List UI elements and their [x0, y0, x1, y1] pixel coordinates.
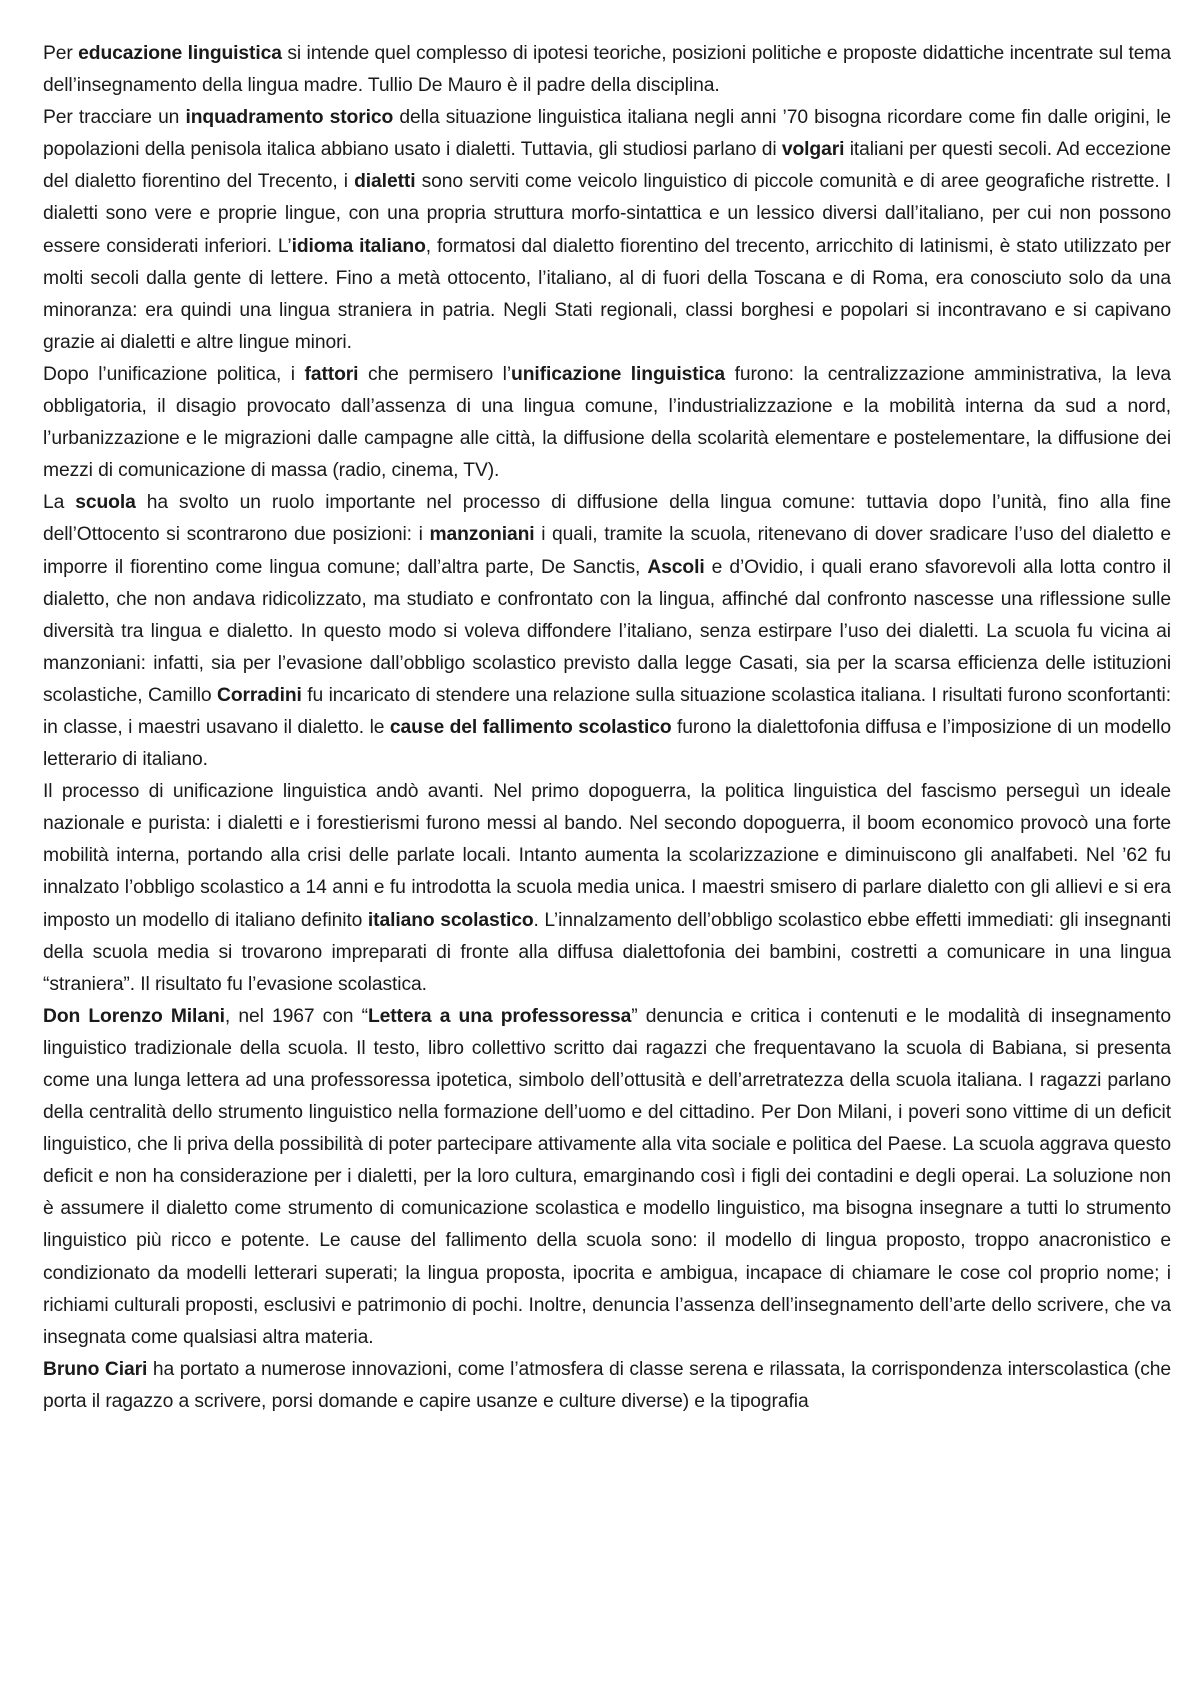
- bold-text-run: Bruno Ciari: [43, 1358, 148, 1380]
- text-run: . L’innalzamento dell’obbligo scolastico ebbe effetti immediati: gli insegnanti della scuola media si trovarono impreparati di fronte alla diffusa dialettofonia dei bambini, costretti a comunicare in una lingua “straniera”. Il risultato fu l’evasione scolastica.: [43, 909, 1171, 995]
- paragraph-scuola: [43, 487, 1171, 776]
- paragraph-processo-unificazione: [43, 776, 1171, 1001]
- text-run: sono serviti come veicolo linguistico di piccole comunità e di aree geografiche ristrette. I dialetti sono vere e proprie lingue, con una propria struttura morfo-sintattica e un lessico diversi dall’italiano, per cui non possono essere considerati inferiori. L’: [43, 171, 1171, 257]
- text-run: fu incaricato di stendere una relazione sulla situazione scolastica italiana. I risultati furono sconfortanti: in classe, i maestri usavano il dialetto. le: [43, 684, 1171, 738]
- paragraph-don-milani: [43, 1001, 1171, 1354]
- text-run: furono: la centralizzazione amministrativa, la leva obbligatoria, il disagio provocato dall’assenza di una lingua comune, l’industrializzazione e la mobilità interna da sud a nord, l’urbanizzazione e le migrazioni dalle campagne alle città, la diffusione della scolarità elementare e postelementare, la diffusione dei mezzi di comunicazione di massa (radio, cinema, TV).: [43, 363, 1171, 482]
- bold-text-run: educazione linguistica: [78, 43, 282, 64]
- paragraph-unificazione-linguistica: [43, 359, 1171, 487]
- bold-text-run: italiano scolastico: [367, 909, 534, 931]
- text-run: La: [43, 492, 76, 514]
- text-run: che permisero l’: [358, 363, 512, 385]
- bold-text-run: volgari: [781, 139, 845, 161]
- text-run: si intende quel complesso di ipotesi teoriche, posizioni politiche e proposte didattiche incentrate sul tema dell’insegnamento della lingua madre. Tullio De Mauro è il padre della disciplina.: [43, 43, 1171, 97]
- bold-text-run: manzoniani: [429, 524, 535, 546]
- text-run: Per tracciare un: [43, 107, 186, 129]
- text-run: italiani per questi secoli. Ad eccezione del dialetto fiorentino del Trecento, i: [43, 139, 1171, 193]
- bold-text-run: Lettera a una professoressa: [367, 1005, 632, 1027]
- bold-text-run: dialetti: [354, 171, 416, 193]
- bold-text-run: idioma italiano: [291, 235, 426, 257]
- text-run: ” denuncia e critica i contenuti e le modalità di insegnamento linguistico tradizionale della scuola. Il testo, libro collettivo scritto dai ragazzi che frequentavano la scuola di Babiana, si presenta come una lunga lettera ad una professoressa ipotetica, simbolo dell’ottusità e dell’arretratezza della scuola italiana. I ragazzi parlano della centralità dello strumento linguistico nella formazione dell’uomo e del cittadino. Per Don Milani, i poveri sono vittime di un deficit linguistico, che li priva della possibilità di poter partecipare attivamente alla vita sociale e politica del Paese. La scuola aggrava questo deficit e non ha considerazione per i dialetti, per la loro cultura, emarginando così i figli dei contadini e degli operai. La soluzione non è assumere il dialetto come strumento di comunicazione scolastica e modello linguistico, ma bisogna insegnare a tutti lo strumento linguistico più ricco e potente. Le cause del fallimento della scuola sono: il modello di lingua proposto, troppo anacronistico e condizionato da modelli letterari superati; la lingua proposta, ipocrita e ambigua, incapace di chiamare le cose col proprio nome; i richiami culturali proposti, esclusivi e patrimonio di pochi. Inoltre, denuncia l’assenza dell’insegnamento dell’arte dello scrivere, che va insegnata come qualsiasi altra materia.: [43, 1005, 1171, 1348]
- paragraph-educazione-linguistica: [43, 38, 1171, 102]
- bold-text-run: cause del fallimento scolastico: [389, 716, 672, 738]
- bold-text-run: Ascoli: [647, 556, 705, 578]
- text-run: i quali, tramite la scuola, ritenevano di dover sradicare l’uso del dialetto e imporre il fiorentino come lingua comune; dall’altra parte, De Sanctis,: [43, 524, 1171, 578]
- text-run: , nel 1967 con “: [224, 1005, 368, 1027]
- text-run: furono la dialettofonia diffusa e l’imposizione di un modello letterario di italiano.: [43, 716, 1171, 771]
- text-run: Dopo l’unificazione politica, i: [43, 363, 305, 385]
- document-page: [43, 38, 1171, 1688]
- bold-text-run: Corradini: [217, 684, 302, 706]
- bold-text-run: Don Lorenzo Milani: [43, 1005, 225, 1027]
- bold-text-run: unificazione linguistica: [511, 363, 726, 385]
- bold-text-run: inquadramento storico: [185, 107, 394, 129]
- text-run: della situazione linguistica italiana negli anni ’70 bisogna ricordare come fin dalle origini, le popolazioni della penisola italica abbiano usato i dialetti. Tuttavia, gli studiosi parlano di: [43, 107, 1171, 161]
- text-run: ha portato a numerose innovazioni, come l’atmosfera di classe serena e rilassata, la corrispondenza interscolastica (che porta il ragazzo a scrivere, porsi domande e capire usanze e culture diverse) e la tipografia: [43, 1358, 1171, 1412]
- text-run: Il processo di unificazione linguistica andò avanti. Nel primo dopoguerra, la politica linguistica del fascismo perseguì un ideale nazionale e purista: i dialetti e i forestierismi furono messi al bando. Nel secondo dopoguerra, il boom economico provocò una forte mobilità interna, portando alla crisi delle parlate locali. Intanto aumenta la scolarizzazione e diminuiscono gli analfabeti. Nel ’62 fu innalzato l’obbligo scolastico a 14 anni e fu introdotta la scuola media unica. I maestri smisero di parlare dialetto con gli allievi e si era imposto un modello di italiano definito: [43, 781, 1171, 931]
- text-run: Per: [43, 43, 79, 64]
- text-run: , formatosi dal dialetto fiorentino del trecento, arricchito di latinismi, è stato utilizzato per molti secoli dalla gente di lettere. Fino a metà ottocento, l’italiano, al di fuori della Toscana e di Roma, era conosciuto solo da una minoranza: era quindi una lingua straniera in patria. Negli Stati regionali, classi borghesi e popolari si incontravano e si capivano grazie ai dialetti e altre lingue minori.: [43, 235, 1171, 353]
- text-run: ha svolto un ruolo importante nel processo di diffusione della lingua comune: tuttavia dopo l’unità, fino alla fine dell’Ottocento si scontrarono due posizioni: i: [43, 492, 1171, 546]
- bold-text-run: fattori: [304, 363, 359, 385]
- paragraph-bruno-ciari: [43, 1354, 1171, 1418]
- text-run: e d’Ovidio, i quali erano sfavorevoli alla lotta contro il dialetto, che non andava ridicolizzato, ma studiato e confrontato con la lingua, affinché dal confronto nascesse una riflessione sulle diversità tra lingua e dialetto. In questo modo si voleva diffondere l’italiano, senza estirpare l’uso dei dialetti. La scuola fu vicina ai manzoniani: infatti, sia per l’evasione dall’obbligo scolastico previsto dalla legge Casati, sia per la scarsa efficienza delle istituzioni scolastiche, Camillo: [43, 556, 1171, 706]
- paragraph-inquadramento-storico: [43, 102, 1171, 359]
- bold-text-run: scuola: [75, 492, 136, 514]
